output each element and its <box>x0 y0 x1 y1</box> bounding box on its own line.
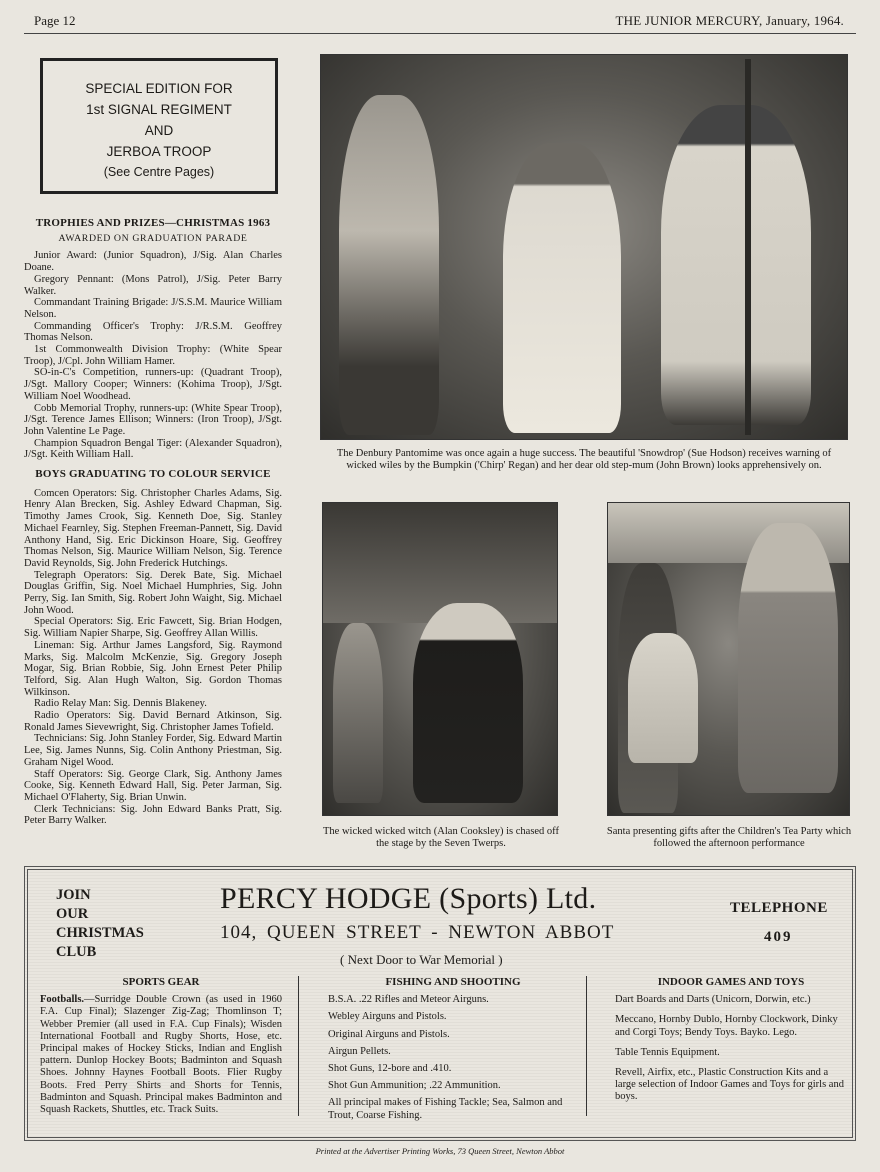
join-line: CLUB <box>56 944 97 960</box>
printer-footer: Printed at the Advertiser Printing Works, 73 Queen Street, Newton Abbot <box>315 1146 565 1156</box>
witch-caption: The wicked wicked witch (Alan Cooksley) is chased off the stage by the Seven Twerps. <box>323 826 559 849</box>
special-edition-line: 1st SIGNAL REGIMENT <box>86 102 232 117</box>
indoor-item: Table Tennis Equipment. <box>615 1046 720 1058</box>
indoor-games-heading: INDOOR GAMES AND TOYS <box>657 976 805 988</box>
graduating-entry: Telegraph Operators: Sig. Derek Bate, Sig. Michael Douglas Griffin, Sig. Noel Michael Humphries, Sig. John Perry, Sig. Ian Smith, Sig. Robert John Waight, Sig. Michael John Wood. <box>24 569 282 616</box>
special-edition-box <box>40 58 278 194</box>
telephone-number: 409 <box>764 929 793 945</box>
sports-gear-lead: Footballs. <box>40 994 85 1006</box>
trophies-title: TROPHIES AND PRIZES—CHRISTMAS 1963 <box>35 217 271 229</box>
advertiser-address: 104, QUEEN STREET - NEWTON ABBOT <box>220 922 615 943</box>
trophy-entry: Commanding Officer's Trophy: J/R.S.M. Geoffrey Thomas Nelson. <box>24 320 282 344</box>
column-divider <box>298 976 299 1116</box>
indoor-item: Dart Boards and Darts (Unicorn, Dorwin, etc.) <box>615 994 811 1006</box>
trophy-entry: Junior Award: (Junior Squadron), J/Sig. Alan Charles Doane. <box>24 250 282 274</box>
special-edition-line: SPECIAL EDITION FOR <box>85 81 233 96</box>
indoor-item: Revell, Airfix, etc., Plastic Construction Kits and a large selection of Indoor Games and Toys for girls and boys. <box>615 1067 844 1103</box>
join-line: JOIN <box>56 887 91 903</box>
telephone-label: TELEPHONE <box>730 900 828 916</box>
christmas-club-label <box>56 886 144 962</box>
sports-gear-column <box>40 976 282 1116</box>
graduating-entry: Staff Operators: Sig. George Clark, Sig. Anthony James Cooke, Sig. Kenneth Edward Hall, Sig. Peter Jarman, Sig. Michael O'Flaherty, Sig. Brian Unwin. <box>24 768 282 803</box>
trophy-entry: Cobb Memorial Trophy, runners-up: (White Spear Troop), J/Sgt. Terence James Ellison; Winners: (Iron Troop), J/Sgt. John Valentine Le Page. <box>24 402 282 437</box>
pantomime-photo <box>320 54 848 440</box>
page-number: Page 12 <box>34 13 76 28</box>
graduating-section <box>24 469 282 827</box>
graduating-entry: Technicians: Sig. John Stanley Forder, Sig. Edward Martin Lee, Sig. James Nunns, Sig. Colin Anthony Priestman, Sig. Graham Nigel Wood. <box>24 733 282 768</box>
pantomime-caption: The Denbury Pantomime was once again a huge success. The beautiful 'Snowdrop' (Sue Hodson) receives warning of wicked wiles by the Bumpkin ('Chirp' Regan) and her dear old step-mum (John Brown) looks apprehensively on. <box>336 448 832 471</box>
sports-gear-body: —Surridge Double Crown (as used in 1960 F.A. Cup Final); Slazenger Zig-Zag; Thomlinson T; Webber Premier (all used in F.A. Cup Finals); Wisden International Football and Rugby Shorts, Hose, etc. Principal makes of Hockey Sticks, Indian and English pattern. Dunlop Hockey Boots; Badminton and Squash Shoes. Johnny Haynes Football Boots. Flier Rugby Boots. Fred Perry Shirts and Shorts for Tennis, Badminton and Squash. Principal makes Badminton and Squash Rackets, Shuttles, etc. Track Suits. <box>40 994 282 1116</box>
fishing-column <box>328 976 578 1127</box>
sports-gear-text <box>40 994 282 1116</box>
graduating-entry: Radio Relay Man: Sig. Dennis Blakeney. <box>34 698 207 710</box>
join-line: CHRISTMAS <box>56 925 144 941</box>
fishing-item: Webley Airguns and Pistols. <box>328 1011 447 1023</box>
witch-photo <box>322 502 558 816</box>
indoor-games-column <box>615 976 847 1109</box>
graduating-title: BOYS GRADUATING TO COLOUR SERVICE <box>35 468 271 480</box>
trophy-entry: Gregory Pennant: (Mons Patrol), J/Sig. Peter Barry Walker. <box>24 273 282 297</box>
next-door-note: ( Next Door to War Memorial ) <box>340 952 503 967</box>
graduating-entry: Special Operators: Sig. Eric Fawcett, Sig. Brian Hodgen, Sig. William Napier Sharpe, Sig. Geoffrey Allan Willis. <box>24 616 282 640</box>
special-edition-line: (See Centre Pages) <box>103 165 215 179</box>
trophy-entry: Champion Squadron Bengal Tiger: (Alexander Squadron), J/Sgt. Keith William Hall. <box>24 437 282 461</box>
trophies-subtitle: AWARDED ON GRADUATION PARADE <box>58 232 248 244</box>
fishing-item: All principal makes of Fishing Tackle; Sea, Salmon and Trout, Coarse Fishing. <box>328 1097 563 1121</box>
santa-caption: Santa presenting gifts after the Children's Tea Party which followed the afternoon performance <box>606 826 852 849</box>
column-divider <box>586 976 587 1116</box>
graduating-entry: Lineman: Sig. Arthur James Langsford, Sig. Raymond Marks, Sig. Malcolm McKenzie, Sig. Gregory Joseph Mogar, Sig. Brian Robbie, Sig. John Ernest Peter Philip Telford, Sig. Alan Hugh Walton, Sig. Gordon Thomas Wilkinson. <box>24 639 282 698</box>
graduating-entry: Clerk Technicians: Sig. John Edward Banks Pratt, Sig. Peter Barry Walker. <box>24 803 282 827</box>
advertisement <box>24 866 856 1141</box>
fishing-item: Shot Guns, 12-bore and .410. <box>328 1063 452 1075</box>
special-edition-line: AND <box>144 123 174 138</box>
fishing-item: B.S.A. .22 Rifles and Meteor Airguns. <box>328 994 489 1006</box>
publication-title: THE JUNIOR MERCURY, January, 1964. <box>615 13 844 28</box>
advertiser-name: PERCY HODGE (Sports) Ltd. <box>220 882 597 915</box>
fishing-item: Airgun Pellets. <box>328 1045 391 1057</box>
graduating-entry: Comcen Operators: Sig. Christopher Charles Adams, Sig. Henry Alan Brecken, Sig. Ashley Edward Chapman, Sig. Timothy James Crook, Sig. Kenneth Doe, Sig. Stanley Michael Fearnley, Sig. Stephen Freeman-Pannett, Sig. David Anthony Hand, Sig. Eric Dickinson Hoare, Sig. Geoffrey Thomas Nelson, Sig. Maurice William Nelson, Sig. Terence David Reynolds, Sig. John Frederick Hutchings. <box>24 487 282 569</box>
join-line: OUR <box>56 906 89 922</box>
trophy-entry: 1st Commonwealth Division Trophy: (White Spear Troop), J/Cpl. John William Hamer. <box>24 344 282 367</box>
trophies-section <box>24 218 282 461</box>
header-rule <box>24 33 856 34</box>
santa-photo <box>607 502 850 816</box>
sports-gear-heading: SPORTS GEAR <box>122 976 200 988</box>
special-edition-line: JERBOA TROOP <box>106 144 212 159</box>
fishing-item: Shot Gun Ammunition; .22 Ammunition. <box>328 1080 501 1092</box>
fishing-item: Original Airguns and Pistols. <box>328 1028 450 1040</box>
trophy-entry: SO-in-C's Competition, runners-up: (Quadrant Troop), J/Sgt. Mallory Cooper; Winners: (Kohima Troop), J/Sgt. William Noel Woodhead. <box>24 367 282 402</box>
fishing-heading: FISHING AND SHOOTING <box>385 976 521 988</box>
trophy-entry: Commandant Training Brigade: J/S.S.M. Maurice William Nelson. <box>24 297 282 320</box>
indoor-item: Meccano, Hornby Dublo, Hornby Clockwork, Dinky and Corgi Toys; Bendy Toys. Bayko. Lego. <box>615 1014 838 1038</box>
graduating-entry: Radio Operators: Sig. David Bernard Atkinson, Sig. Ronald James Sievewright, Sig. Christopher James Tofield. <box>24 710 282 733</box>
